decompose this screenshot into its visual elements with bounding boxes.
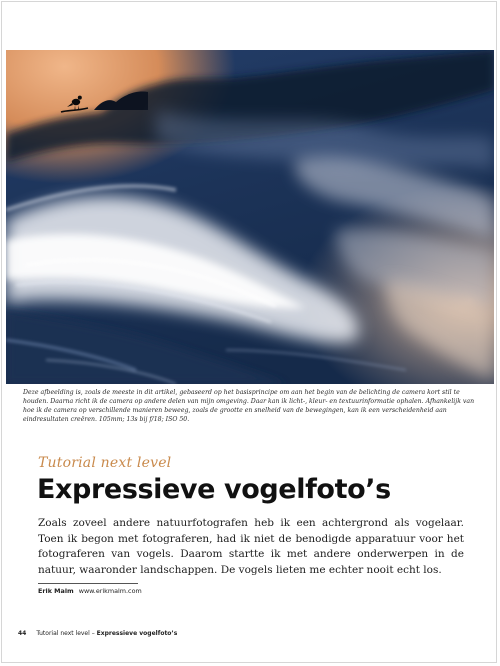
photo-caption: Deze afbeelding is, zoals de meeste in dit artikel, gebaseerd op het basisprincipe om aan het begin van de belichting de camera kort stil te houden. Daarna richt ik de camera op andere delen van mijn omgeving. Daar kan ik licht-, kleur- en textuurinformatie ophalen. Afhankelijk van hoe ik de camera op verschillende manieren beweeg, zoals de grootte en snelheid van de bewegingen, kan ik een verscheidenheid aan eindresultaten creëren. 105mm; 13s bij f/18; ISO 50. <box>23 389 475 423</box>
footer-section: Tutorial next level – <box>36 630 95 637</box>
byline <box>38 587 142 595</box>
page-number: 44 <box>18 630 27 637</box>
page-footer <box>18 630 177 637</box>
article-title: Expressieve vogelfoto’s <box>37 474 391 505</box>
article-kicker: Tutorial next level <box>38 455 172 471</box>
footer-title: Expressieve vogelfoto’s <box>96 630 178 637</box>
byline-divider <box>38 583 138 584</box>
author-website[interactable]: www.erikmalm.com <box>78 587 142 595</box>
author-name: Erik Malm <box>38 587 74 595</box>
hero-photo-art <box>6 50 494 384</box>
article-lead: Zoals zoveel andere natuurfotografen heb ik een achtergrond als vogelaar. Toen ik begon met fotograferen, had ik niet de benodigde apparatuur voor het fotograferen van vogels. Daarom startte ik met andere onderwerpen in de natuur, waaronder landschappen. De vogels lieten me echter nooit echt los. <box>38 517 464 576</box>
hero-photo <box>6 50 494 384</box>
